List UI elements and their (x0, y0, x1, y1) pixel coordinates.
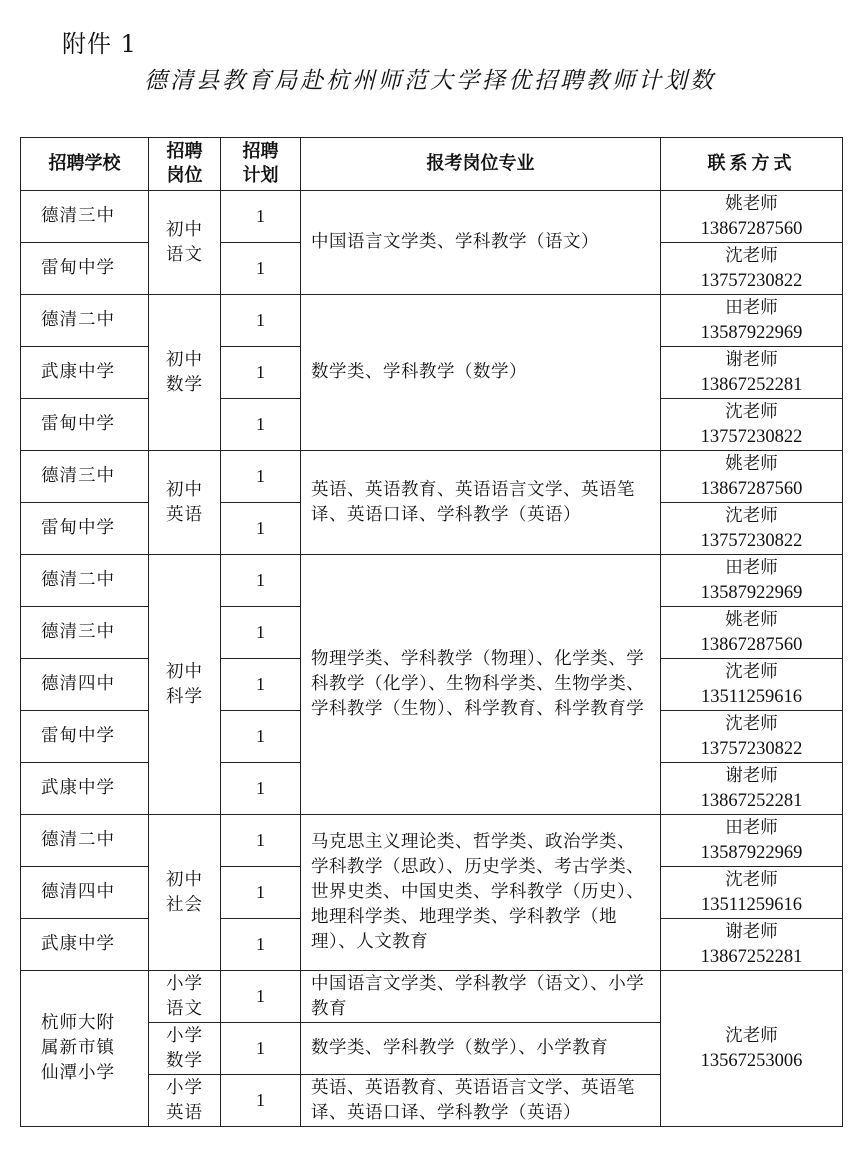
contact-name: 谢老师 (725, 765, 778, 786)
page-title: 德清县教育局赴杭州师范大学择优招聘教师计划数 (144, 68, 716, 94)
contact-phone: 13757230822 (700, 738, 803, 759)
contact-name: 沈老师 (725, 869, 778, 890)
school-cell (21, 971, 149, 1127)
plan-cell: 1 (221, 971, 301, 1023)
school-label: 杭师大附属新市镇仙潭小学 (41, 1013, 115, 1083)
post-cell (149, 1023, 221, 1075)
school-cell: 德清三中 (21, 451, 149, 503)
contact-phone: 13867287560 (700, 634, 803, 655)
post-cell (149, 971, 221, 1023)
contact-name: 沈老师 (725, 401, 778, 422)
post-cell (149, 1075, 221, 1127)
table-row (21, 295, 843, 347)
contact-cell (661, 867, 843, 919)
major-cell: 物理学类、学科教学（物理）、化学类、学科教学（化学）、生物科学类、生物学类、学科教学（生物）、科学教育、科学教育学 (301, 555, 661, 815)
post-label: 小学数学 (166, 1025, 203, 1071)
contact-phone: 13511259616 (700, 686, 803, 707)
plan-cell: 1 (221, 399, 301, 451)
contact-phone: 13757230822 (700, 270, 803, 291)
contact-cell (661, 763, 843, 815)
school-cell: 德清二中 (21, 815, 149, 867)
school-cell: 武康中学 (21, 347, 149, 399)
contact-phone: 13511259616 (700, 894, 803, 915)
post-cell (149, 451, 221, 555)
contact-cell (661, 971, 843, 1127)
plan-cell: 1 (221, 555, 301, 607)
contact-name: 姚老师 (725, 193, 778, 214)
school-cell: 雷甸中学 (21, 399, 149, 451)
plan-cell: 1 (221, 191, 301, 243)
plan-cell: 1 (221, 1023, 301, 1075)
contact-cell (661, 347, 843, 399)
plan-cell: 1 (221, 815, 301, 867)
major-cell: 数学类、学科教学（数学） (301, 295, 661, 451)
plan-cell: 1 (221, 451, 301, 503)
header-contact: 联系方式 (661, 138, 843, 191)
major-cell: 英语、英语教育、英语语言文学、英语笔译、英语口译、学科教学（英语） (301, 1075, 661, 1127)
post-label: 初中科学 (166, 661, 203, 707)
school-cell: 德清三中 (21, 607, 149, 659)
school-cell: 雷甸中学 (21, 503, 149, 555)
plan-cell: 1 (221, 919, 301, 971)
contact-cell (661, 243, 843, 295)
post-label: 小学英语 (166, 1077, 203, 1123)
post-label: 初中语文 (166, 219, 203, 265)
contact-phone: 13757230822 (700, 426, 803, 447)
contact-name: 沈老师 (725, 505, 778, 526)
table-body (21, 191, 843, 1127)
contact-phone: 13867287560 (700, 218, 803, 239)
contact-name: 田老师 (725, 817, 778, 838)
contact-name: 沈老师 (725, 1025, 778, 1046)
contact-cell (661, 191, 843, 243)
post-cell (149, 555, 221, 815)
contact-phone: 13587922969 (700, 842, 803, 863)
attachment-label: 附件 1 (62, 30, 137, 58)
school-cell: 德清二中 (21, 295, 149, 347)
post-label: 初中数学 (166, 349, 203, 395)
table-row (21, 451, 843, 503)
contact-cell (661, 399, 843, 451)
contact-cell (661, 555, 843, 607)
contact-name: 沈老师 (725, 713, 778, 734)
major-cell: 数学类、学科教学（数学）、小学教育 (301, 1023, 661, 1075)
contact-phone: 13867287560 (700, 478, 803, 499)
plan-cell: 1 (221, 659, 301, 711)
plan-cell: 1 (221, 295, 301, 347)
contact-phone: 13867252281 (700, 790, 803, 811)
post-cell (149, 191, 221, 295)
contact-cell (661, 815, 843, 867)
plan-cell: 1 (221, 711, 301, 763)
plan-cell: 1 (221, 347, 301, 399)
school-cell: 德清四中 (21, 659, 149, 711)
contact-cell (661, 607, 843, 659)
school-cell: 德清四中 (21, 867, 149, 919)
contact-cell (661, 711, 843, 763)
table-row (21, 555, 843, 607)
post-label: 初中英语 (166, 479, 203, 525)
header-plan: 招聘计划 (221, 138, 301, 191)
plan-cell: 1 (221, 1075, 301, 1127)
contact-name: 姚老师 (725, 453, 778, 474)
major-cell: 马克思主义理论类、哲学类、政治学类、学科教学（思政）、历史学类、考古学类、世界史类、中国史类、学科教学（历史）、地理科学类、地理学类、学科教学（地理）、人文教育 (301, 815, 661, 971)
header-post: 招聘岗位 (149, 138, 221, 191)
plan-cell: 1 (221, 763, 301, 815)
contact-cell (661, 451, 843, 503)
school-cell: 德清二中 (21, 555, 149, 607)
contact-name: 田老师 (725, 297, 778, 318)
school-cell: 雷甸中学 (21, 711, 149, 763)
contact-phone: 13587922969 (700, 322, 803, 343)
school-cell: 武康中学 (21, 919, 149, 971)
contact-name: 沈老师 (725, 661, 778, 682)
contact-phone: 13867252281 (700, 374, 803, 395)
table-row (21, 191, 843, 243)
post-cell (149, 295, 221, 451)
table-row (21, 815, 843, 867)
contact-name: 田老师 (725, 557, 778, 578)
school-cell: 雷甸中学 (21, 243, 149, 295)
contact-cell (661, 295, 843, 347)
table-row (21, 971, 843, 1023)
plan-cell: 1 (221, 607, 301, 659)
major-cell: 中国语言文学类、学科教学（语文）、小学教育 (301, 971, 661, 1023)
post-label: 初中社会 (166, 869, 203, 915)
post-label: 小学语文 (166, 973, 203, 1019)
major-cell: 中国语言文学类、学科教学（语文） (301, 191, 661, 295)
contact-name: 谢老师 (725, 921, 778, 942)
recruitment-plan-table (20, 137, 843, 1127)
header-school: 招聘学校 (21, 138, 149, 191)
plan-cell: 1 (221, 867, 301, 919)
school-cell: 德清三中 (21, 191, 149, 243)
contact-name: 谢老师 (725, 349, 778, 370)
contact-cell (661, 503, 843, 555)
major-cell: 英语、英语教育、英语语言文学、英语笔译、英语口译、学科教学（英语） (301, 451, 661, 555)
contact-phone: 13587922969 (700, 582, 803, 603)
contact-cell (661, 659, 843, 711)
contact-name: 姚老师 (725, 609, 778, 630)
table-header (21, 138, 843, 191)
contact-phone: 13567253006 (700, 1050, 803, 1071)
contact-cell (661, 919, 843, 971)
plan-cell: 1 (221, 503, 301, 555)
contact-phone: 13757230822 (700, 530, 803, 551)
contact-name: 沈老师 (725, 245, 778, 266)
post-cell (149, 815, 221, 971)
plan-cell: 1 (221, 243, 301, 295)
header-major: 报考岗位专业 (301, 138, 661, 191)
school-cell: 武康中学 (21, 763, 149, 815)
contact-phone: 13867252281 (700, 946, 803, 967)
